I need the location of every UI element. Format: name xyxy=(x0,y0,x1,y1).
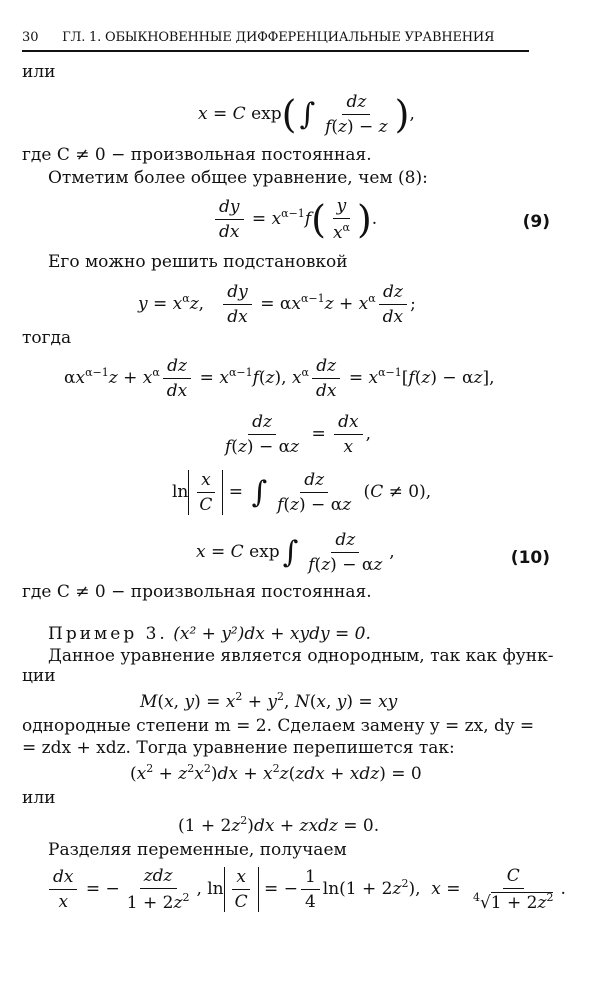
equation-ln-integral: ln $\frac{x}{C}$ = ∫ $\frac{dz}{f(z) - \alpha z}$ (C ≠ 0), xyxy=(172,470,432,515)
equation-10: x = C exp ∫ $\frac{dz}{f(z) - \alpha z}$ , xyxy=(196,530,395,575)
text-odnorodnye: однородные степени m = 2. Сделаем замену y = zx, dy = xyxy=(22,716,535,736)
text-togda: тогда xyxy=(22,328,72,348)
equation-M-N: M(x, $y) = x^2 + y^2$, N(x, y) = xy xyxy=(140,690,398,712)
example-3-heading xyxy=(48,624,371,644)
equation-substitution: $y = x^\alpha z$, $\frac{dy}{dx}$ = $\alpha x^{\alpha-1}z + x^\alpha$ $\frac{dz}{dx}$ ; xyxy=(138,282,416,327)
text-zdx-line: = zdx + xdz. Тогда уравнение перепишется так: xyxy=(22,738,455,758)
equation-number-9: (9) xyxy=(522,212,550,232)
equation-9: $\frac{dy}{dx}$ = $x^{\alpha-1}f$( $\frac{y}{x^\alpha}$ ). xyxy=(212,196,377,243)
equation-x-c-exp-1: x = C exp( ∫ $\frac{dz}{f(z) - z}$ ), xyxy=(198,92,415,137)
text-ili-1: или xyxy=(22,62,56,82)
equation-number-10: (10) xyxy=(510,548,550,568)
example-label: Пример 3. xyxy=(48,624,168,644)
text-dannoe-1: Данное уравнение является однородным, так как функ- xyxy=(48,646,554,666)
equation-final-solution: $\frac{dx}{x}$ = − $\frac{\text{zdz}}{1 + 2z^2}$ , ln $\frac{x}{C}$ = − $\frac{1}{4}$ $\ln(1 + 2z^2)$, x = $\frac{C}{^4√1 + 2z^2}$ . xyxy=(46,866,566,913)
text-ili-2: или xyxy=(22,788,56,808)
text-otmetim: Отметим более общее уравнение, чем (8): xyxy=(48,168,428,188)
equation-substituted: $(x^2 + z^2x^2)dx + x^2z(zdx + xdz) = 0$ xyxy=(130,762,422,784)
text-gde-1: где C ≠ 0 − произвольная постоянная. xyxy=(22,145,372,165)
equation-separated: $\frac{dz}{f(z) - \alpha z}$ = $\frac{dx}{x}$ , xyxy=(225,412,371,457)
text-dannoe-2: ции xyxy=(22,666,56,686)
equation-simplified: $(1 + 2z^2)dx$ + zxdz = 0. xyxy=(178,814,380,836)
running-header xyxy=(22,30,529,52)
equation-alpha-expanded: $\alpha x^{\alpha-1}z + x^\alpha$ $\frac{dz}{dx}$ = $x^{\alpha-1}f(z)$, $x^\alpha$ $\frac{dz}{dx}$ = $x^{\alpha-1}[f(z) - \alpha z]$, xyxy=(64,356,495,401)
text-gde-2: где C ≠ 0 − произвольная постоянная. xyxy=(22,582,372,602)
text-razdelyaya: Разделяя переменные, получаем xyxy=(48,840,347,860)
example-equation: (x² + y²)dx + xydy = 0. xyxy=(173,624,371,644)
text-ego-mozhno: Его можно решить подстановкой xyxy=(48,252,348,272)
chapter-title: ГЛ. 1. ОБЫКНОВЕННЫЕ ДИФФЕРЕНЦИАЛЬНЫЕ УРАВНЕНИЯ xyxy=(62,30,495,45)
page-number: 30 xyxy=(22,30,39,45)
